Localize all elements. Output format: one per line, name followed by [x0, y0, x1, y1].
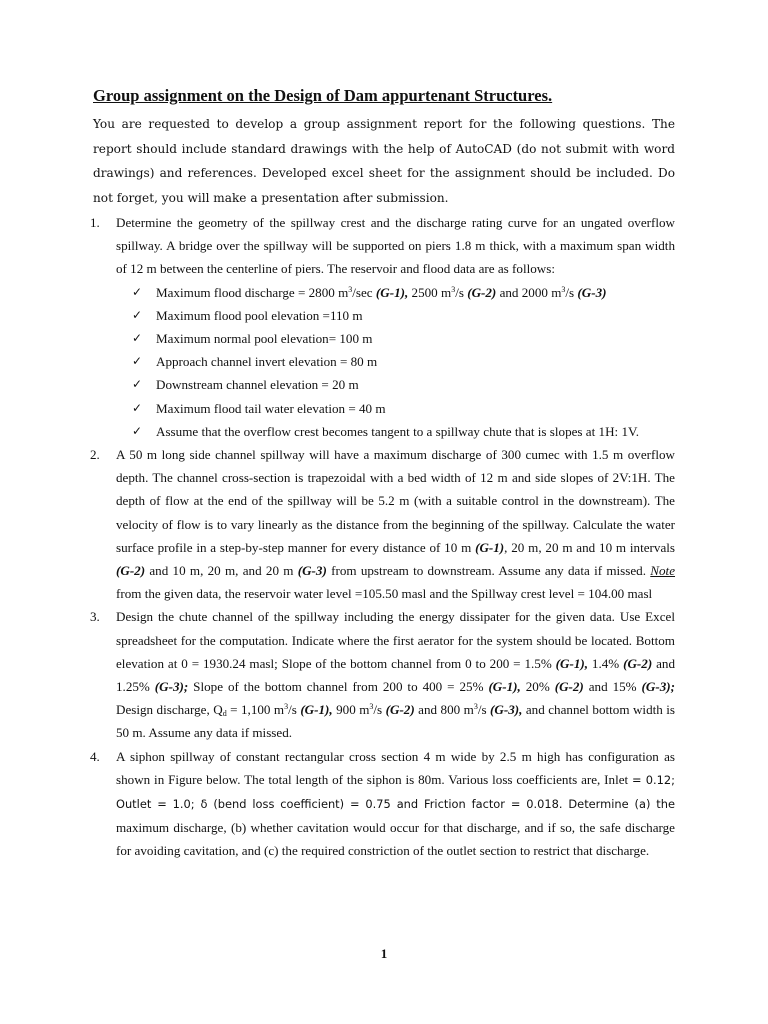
group-label: (G-1),: [300, 702, 333, 718]
list-item: ✓ Maximum flood pool elevation =110 m: [132, 304, 675, 327]
list-item: ✓ Maximum flood discharge = 2800 $m^3/\sec$ (G-1), 2500 $m^3/s$ (G-2) and 2000 $m^3/s$ (G-3): [132, 281, 675, 304]
question-2: 2. A 50 m long side channel spillway will have a maximum discharge of 300 cumec with 1.5 m overflow depth. The channel cross-section is trapezoidal with a bed width of 12 m and side slopes of 2V:1H. The depth of flow at the end of the spillway will be 5.2 m (with a suitable control in the downstream). The velocity of flow is to vary linearly as the distance from the beginning of the spillway. Calculate the water surface profile in a step-by-step manner for every distance of 10 m (G-1), 20 m, 20 m and 10 m intervals (G-2) and 10 m, 20 m, and 20 m (G-3) from upstream to downstream. Assume any data if missed. Note from the given data, the reservoir water level =105.50 masl and the Spillway crest level = 104.00 masl: [93, 443, 675, 605]
question-4: 4. A siphon spillway of constant rectangular cross section 4 m wide by 2.5 m high has configuration as shown in Figure below. The total length of the siphon is 80m. Various loss coefficients are, Inlet = 0.12; Outlet = 1.0; δ (bend loss coefficient) = 0.75 and Friction factor = 0.018. Determine (a) the maximum discharge, (b) whether cavitation would occur for that discharge, and if so, the safe discharge for avoiding cavitation, and (c) the required constriction of the outlet section to restrict that discharge.: [93, 745, 675, 863]
intro-paragraph: You are requested to develop a group assignment report for the following questions. The report should include standard drawings with the help of AutoCAD (do not submit with word drawings) and references. Developed excel sheet for the assignment should be included. Do not forget, you will make a presentation after submission.: [93, 117, 675, 205]
checkmark-icon: ✓: [132, 423, 143, 438]
list-item: ✓ Assume that the overflow crest becomes tangent to a spillway chute that is slopes at 1H: 1V.: [132, 420, 675, 443]
document-body: [90, 86, 676, 863]
question-number: 3.: [90, 609, 100, 625]
question-1: [90, 211, 675, 443]
page-number: 1: [380, 946, 388, 961]
group-label: (G-3): [577, 284, 607, 300]
question-text: Determine the geometry of the spillway crest and the discharge rating curve for an ungated overflow spillway. A bridge over the spillway will be supported on piers 1.8 m thick, with a maximum span width of 12 m between the centerline of piers. The reservoir and flood data are as follows:: [116, 215, 675, 277]
checkmark-icon: ✓: [132, 331, 143, 346]
document-title: Group assignment on the Design of Dam appurtenant Structures.: [93, 86, 553, 105]
question-number: 1.: [90, 215, 100, 230]
note-label: Note: [650, 563, 676, 579]
group-label: (G-3),: [490, 702, 523, 718]
group-label: (G-1),: [488, 679, 521, 695]
checkmark-icon: ✓: [132, 284, 143, 299]
checkmark-icon: ✓: [132, 354, 143, 369]
group-label: (G-2): [554, 679, 584, 695]
group-label: (G-3): [297, 563, 327, 579]
checkmark-icon: ✓: [132, 377, 143, 392]
flood-data-list: [116, 281, 675, 443]
list-item: ✓ Maximum flood tail water elevation = 40 m: [132, 397, 675, 420]
list-item: ✓ Maximum normal pool elevation= 100 m: [132, 327, 675, 350]
question-number: 2.: [90, 447, 100, 463]
list-item: ✓ Downstream channel elevation = 20 m: [132, 373, 675, 396]
group-label: (G-2): [623, 655, 653, 671]
group-label: (G-1),: [555, 655, 589, 671]
group-label: (G-2): [385, 702, 415, 718]
group-label: (G-2): [467, 284, 497, 300]
group-label: (G-3);: [154, 679, 189, 695]
question-number: 4.: [90, 748, 100, 764]
list-item: ✓ Approach channel invert elevation = 80 m: [132, 350, 675, 373]
checkmark-icon: ✓: [132, 307, 143, 322]
checkmark-icon: ✓: [132, 400, 143, 415]
question-3: 3. Design the chute channel of the spillway including the energy dissipater for the given data. Use Excel spreadsheet for the computation. Indicate where the first aerator for the system should be located. Bottom elevation at 0 = 1930.24 masl; Slope of the bottom channel from 0 to 200 = 1.5% (G-1), 1.4% (G-2) and 1.25% (G-3); Slope of the bottom channel from 200 to 400 = 25% (G-1), 20% (G-2) and 15% (G-3); Design discharge, $Q_d = 1,100$ $m^3/s$ (G-1), 900 $m^3/s$ (G-2) and 800 $m^3/s$ (G-3), and channel bottom width is 50 m. Assume any data if missed.: [93, 605, 675, 744]
group-label: (G-1): [475, 539, 505, 555]
group-label: (G-1),: [375, 284, 409, 300]
group-label: (G-2): [116, 563, 146, 579]
group-label: (G-3);: [641, 679, 675, 695]
